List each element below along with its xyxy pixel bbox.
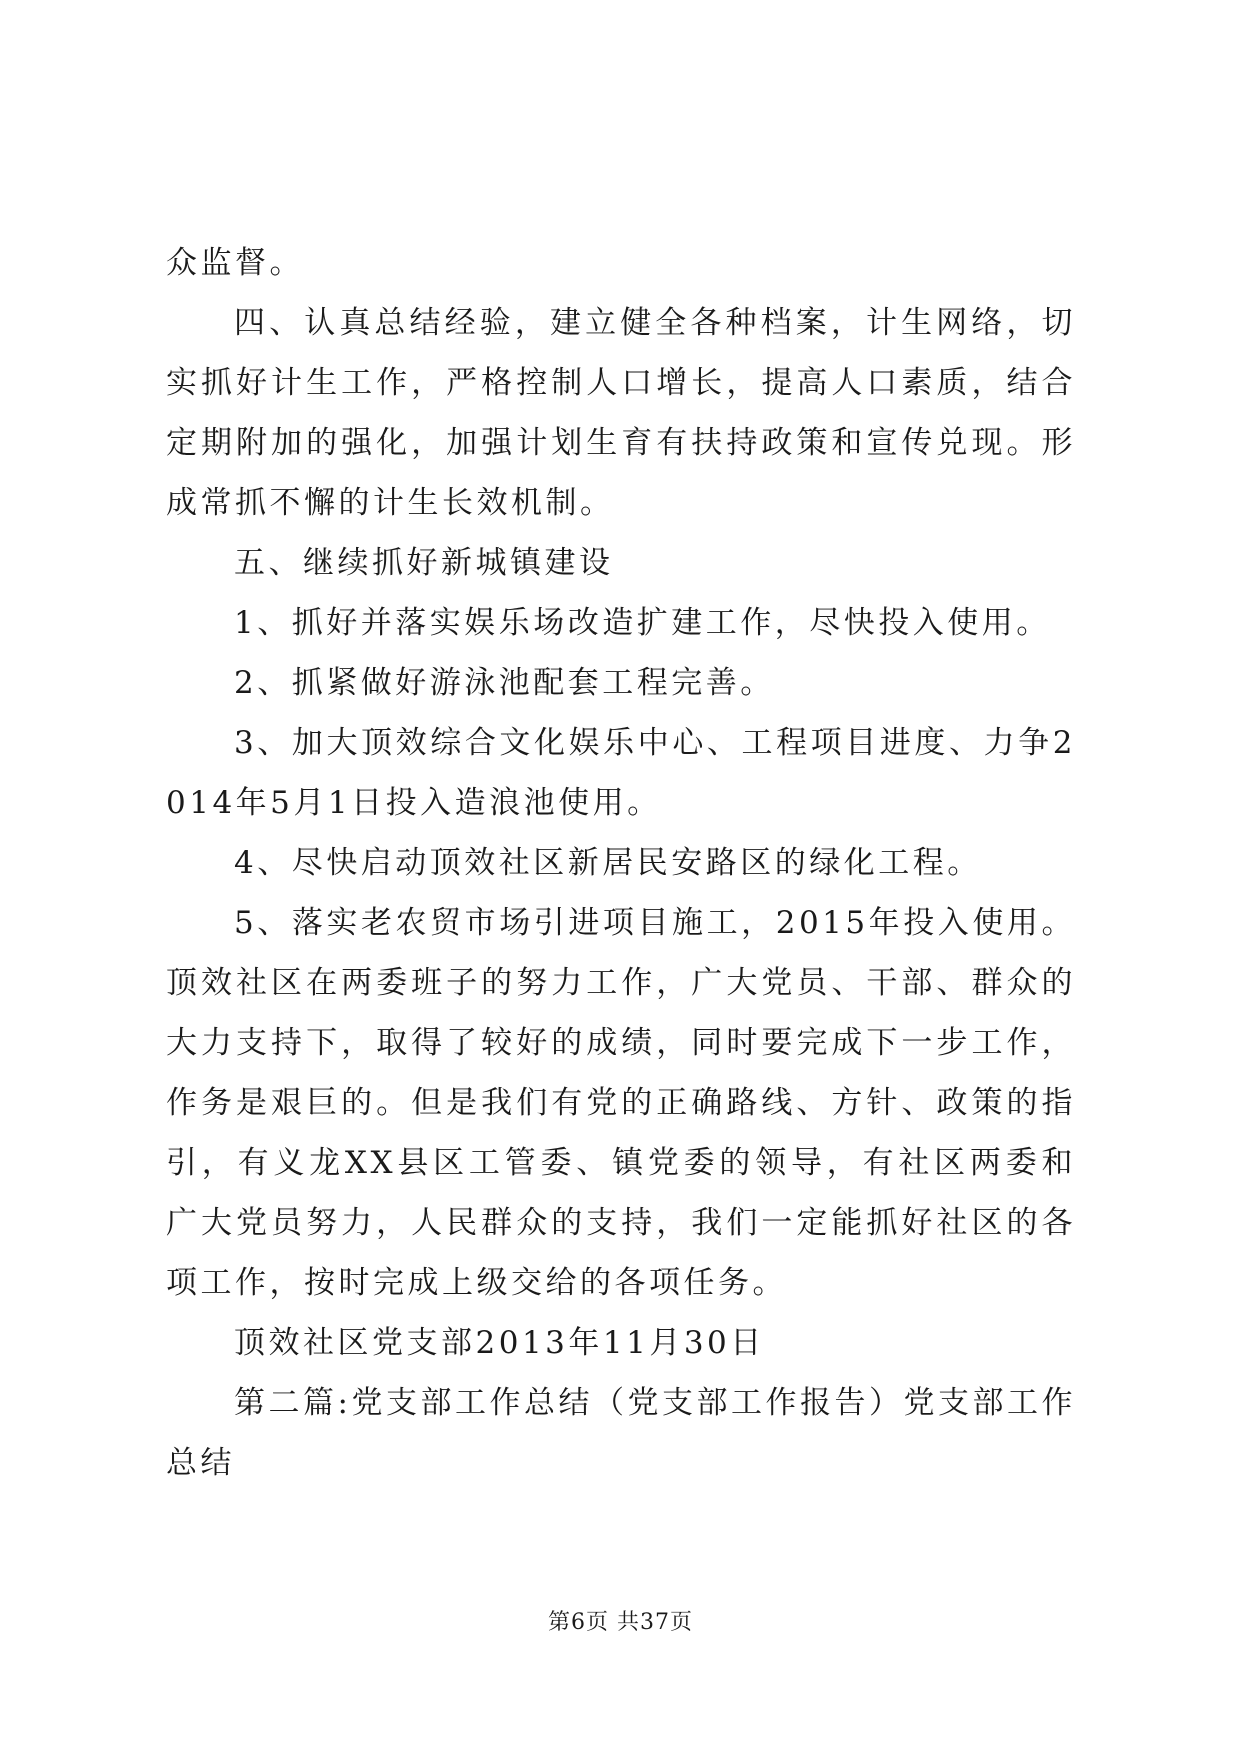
page-number-label: 第6页 共37页 (548, 1610, 693, 1635)
document-body (166, 233, 1076, 1493)
list-item-2: 2、抓紧做好游泳池配套工程完善。 (234, 665, 775, 701)
list-item-3: 3、加大顶效综合文化娱乐中心、工程项目进度、力争2014年5月1日投入造浪池使用。 (166, 725, 1076, 821)
second-article-title: 第二篇:党支部工作总结（党支部工作报告）党支部工作总结 (166, 1385, 1076, 1481)
signature-date-line: 顶效社区党支部2013年11月30日 (234, 1325, 765, 1361)
list-item-5: 5、落实老农贸市场引进项目施工，2015年投入使用。顶效社区在两委班子的努力工作，广大党员、干部、群众的大力支持下，取得了较好的成绩，同时要完成下一步工作，作务是艰巨的。但是我们有党的正确路线、方针、政策的指引，有义龙XX县区工管委、镇党委的领导，有社区两委和广大党员努力，人民群众的支持，我们一定能抓好社区的各项工作，按时完成上级交给的各项任务。 (166, 905, 1076, 1301)
paragraph-continuation: 众监督。 (166, 245, 304, 281)
paragraph-section-four: 四、认真总结经验，建立健全各种档案，计生网络，切实抓好计生工作，严格控制人口增长，提高人口素质，结合定期附加的强化，加强计划生育有扶持政策和宣传兑现。形成常抓不懈的计生长效机制。 (166, 305, 1076, 521)
paragraph-section-five-heading: 五、继续抓好新城镇建设 (234, 545, 614, 581)
list-item-4: 4、尽快启动顶效社区新居民安路区的绿化工程。 (234, 845, 982, 881)
page-footer (0, 1608, 1241, 1638)
list-item-1: 1、抓好并落实娱乐场改造扩建工作，尽快投入使用。 (234, 605, 1051, 641)
